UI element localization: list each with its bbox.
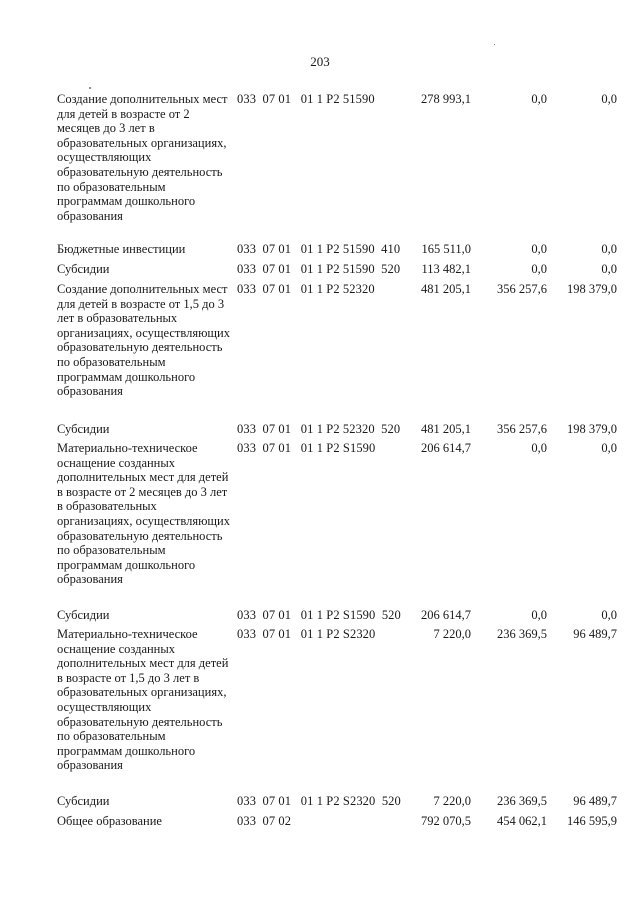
table-row (57, 794, 627, 814)
row-value-3: 0,0 (601, 608, 617, 622)
table-row (57, 242, 627, 262)
row-name: Субсидии (57, 794, 110, 808)
row-code: 033 07 01 01 1 P2 51590 (237, 92, 375, 106)
row-name: Материально-техническое оснащение созданных дополнительных мест для детей в возрасте от 1,5 до 3 лет в образовательных организациях, осуществляющих образовательную деятельность по образовательным программам дошкольного образования (57, 627, 229, 773)
row-value-2: 0,0 (531, 608, 547, 622)
row-value-1: 7 220,0 (433, 794, 471, 808)
row-value-1: 278 993,1 (421, 92, 471, 106)
row-value-2: 0,0 (531, 262, 547, 276)
table-row (57, 608, 627, 627)
row-value-2: 356 257,6 (497, 282, 547, 296)
row-name: Субсидии (57, 422, 110, 436)
row-code: 033 07 01 01 1 P2 51590 520 (237, 262, 401, 276)
scan-speck (89, 87, 91, 89)
row-value-2: 236 369,5 (497, 627, 547, 641)
row-value-1: 165 511,0 (421, 242, 471, 256)
row-name: Создание дополнительных мест для детей в возрасте от 1,5 до 3 лет в образовательных организациях, осуществляющих образовательную деятельность по образовательным программам дошкольного образования (57, 282, 230, 399)
table-row (57, 282, 627, 422)
row-value-3: 0,0 (601, 441, 617, 455)
row-code: 033 07 01 01 1 P2 52320 520 (237, 422, 401, 436)
row-name: Субсидии (57, 262, 110, 276)
row-code: 033 07 01 01 1 P2 S2320 (237, 627, 376, 641)
row-name: Общее образование (57, 814, 162, 828)
row-code: 033 07 01 01 1 P2 51590 410 (237, 242, 401, 256)
table-row (57, 814, 627, 834)
row-code: 033 07 01 01 1 P2 S1590 (237, 441, 376, 455)
row-name: Бюджетные инвестиции (57, 242, 186, 256)
row-value-1: 7 220,0 (433, 627, 471, 641)
row-code: 033 07 01 01 1 P2 S1590 520 (237, 608, 401, 622)
budget-table (57, 92, 627, 834)
table-row (57, 92, 627, 242)
row-value-2: 236 369,5 (497, 794, 547, 808)
row-value-3: 0,0 (601, 92, 617, 106)
row-value-2: 0,0 (531, 242, 547, 256)
row-value-2: 0,0 (531, 92, 547, 106)
scan-speck (494, 44, 495, 45)
row-value-1: 113 482,1 (421, 262, 471, 276)
row-value-1: 481 205,1 (421, 282, 471, 296)
row-value-3: 146 595,9 (567, 814, 617, 828)
row-name: Создание дополнительных мест для детей в возрасте от 2 месяцев до 3 лет в образовательных организациях, осуществляющих образовательную деятельность по образовательным программам дошкольного образования (57, 92, 228, 223)
row-name: Субсидии (57, 608, 110, 622)
table-row (57, 262, 627, 282)
row-code: 033 07 01 01 1 P2 S2320 520 (237, 794, 401, 808)
row-value-3: 198 379,0 (567, 422, 617, 436)
row-code: 033 07 02 (237, 814, 292, 828)
row-value-3: 96 489,7 (573, 794, 617, 808)
table-row (57, 441, 627, 608)
row-value-2: 356 257,6 (497, 422, 547, 436)
row-value-2: 0,0 (531, 441, 547, 455)
row-name: Материально-техническое оснащение созданных дополнительных мест для детей в возрасте от 2 месяцев до 3 лет в образовательных организациях, осуществляющих образовательную деятельность по образовательным программам дошкольного образования (57, 441, 230, 587)
table-row (57, 627, 627, 794)
row-value-1: 481 205,1 (421, 422, 471, 436)
row-value-1: 206 614,7 (421, 608, 471, 622)
row-value-3: 0,0 (601, 242, 617, 256)
row-code: 033 07 01 01 1 P2 52320 (237, 282, 375, 296)
row-value-1: 792 070,5 (421, 814, 471, 828)
row-value-1: 206 614,7 (421, 441, 471, 455)
row-value-3: 96 489,7 (573, 627, 617, 641)
row-value-3: 198 379,0 (567, 282, 617, 296)
page-number: 203 (310, 54, 330, 69)
row-value-3: 0,0 (601, 262, 617, 276)
row-value-2: 454 062,1 (497, 814, 547, 828)
table-row (57, 422, 627, 441)
